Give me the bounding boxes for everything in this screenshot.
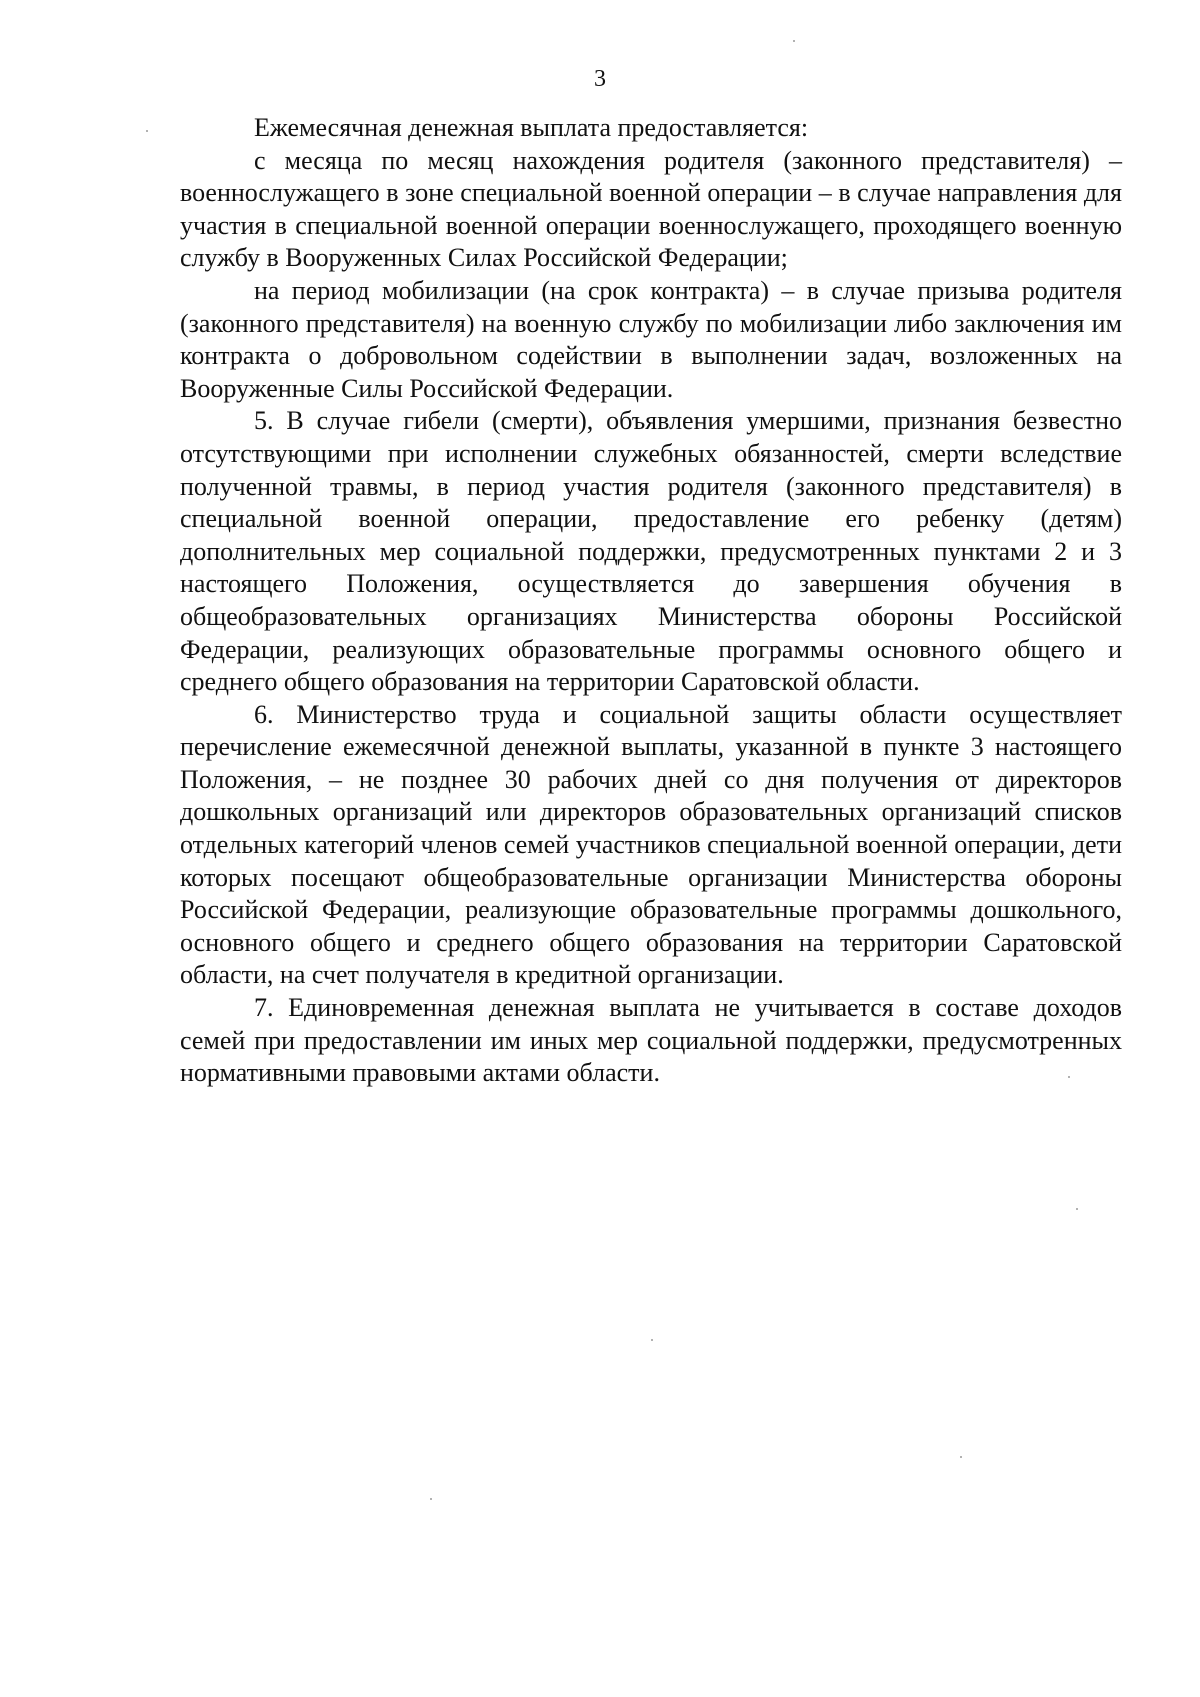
paragraph-item-5: 5. В случае гибели (смерти), объявления умершими, признания безвестно отсутствующими при исполнении служебных обязанностей, смерти вследствие полученной травмы, в период участия родителя (законного представителя) в специальной военной операции, предоставление его ребенку (детям) дополнительных мер социальной поддержки, предусмотренных пунктами 2 и 3 настоящего Положения, осуществляется до завершения обучения в общеобразовательных организациях Министерства обороны Российской Федерации, реализующих образовательные программы основного общего и среднего общего образования на территории Саратовской области.: [180, 406, 1122, 697]
scan-speck: [146, 130, 148, 132]
scan-speck: [430, 1498, 432, 1500]
scan-speck: [960, 1456, 962, 1458]
paragraph-month-clause: с месяца по месяц нахождения родителя (законного представителя) – военнослужащего в зоне специальной военной операции – в случае направления для участия в специальной военной операции военнослужащего, проходящего военную службу в Вооруженных Силах Российской Федерации;: [180, 145, 1122, 273]
scan-speck: [651, 1339, 653, 1341]
page-number: 3: [594, 66, 606, 92]
scan-speck: [1076, 1208, 1078, 1210]
paragraph-intro: Ежемесячная денежная выплата предоставляется:: [254, 113, 809, 142]
document-body: [180, 112, 1122, 1090]
scan-speck: [1068, 1076, 1070, 1078]
paragraph-item-6: 6. Министерство труда и социальной защиты области осуществляет перечисление ежемесячной денежной выплаты, указанной в пункте 3 настоящего Положения, – не позднее 30 рабочих дней со дня получения от директоров дошкольных организаций или директоров образовательных организаций списков отдельных категорий членов семей участников специальной военной операции, дети которых посещают общеобразовательные организации Министерства обороны Российской Федерации, реализующие образовательные программы дошкольного, основного общего и среднего общего образования на территории Саратовской области, на счет получателя в кредитной организации.: [180, 699, 1122, 990]
paragraph-mobilization-clause: на период мобилизации (на срок контракта) – в случае призыва родителя (законного представителя) на военную службу по мобилизации либо заключения им контракта о добровольном содействии в выполнении задач, возложенных на Вооруженные Силы Российской Федерации.: [180, 275, 1122, 403]
scan-speck: [793, 40, 795, 42]
paragraph-item-7: 7. Единовременная денежная выплата не учитывается в составе доходов семей при предоставлении им иных мер социальной поддержки, предусмотренных нормативными правовыми актами области.: [180, 993, 1122, 1088]
